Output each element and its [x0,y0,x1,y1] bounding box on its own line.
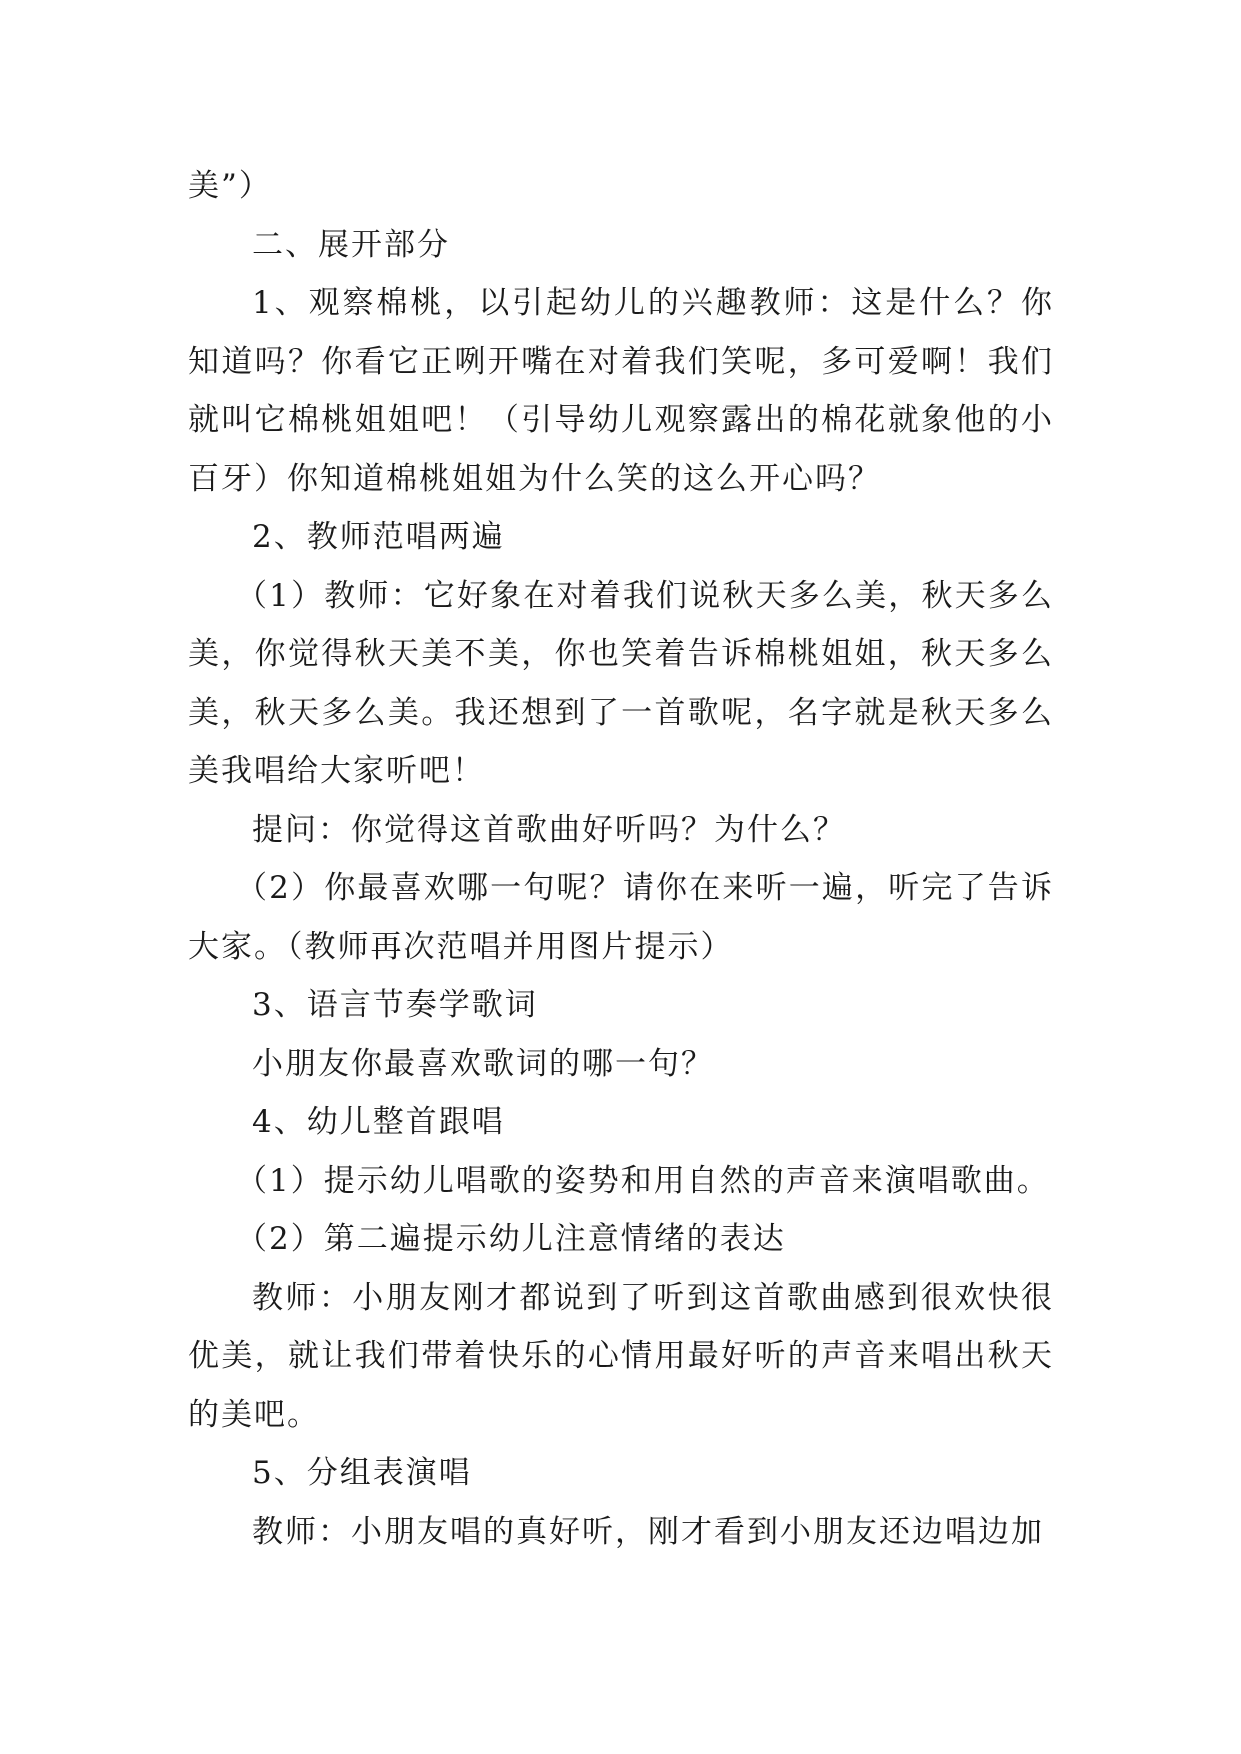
paragraph-teacher-speech-3: 教师：小朋友唱的真好听，刚才看到小朋友还边唱边加 [252,1513,1044,1550]
paragraph-teacher-speech-1: （1）教师：它好象在对着我们说秋天多么美，秋天多么美，你觉得秋天美不美，你也笑着告诉棉桃姐姐，秋天多么美，秋天多么美。我还想到了一首歌呢，名字就是秋天多么美我唱给大家听吧！ [188,577,1054,789]
step-heading-group-performance: 5、分组表演唱 [252,1455,472,1491]
paragraph-favorite-line: （2）你最喜欢哪一句呢？请你在来听一遍，听完了告诉大家。（教师再次范唱并用图片提示） [188,870,1054,965]
paragraph-question: 提问：你觉得这首歌曲好听吗？为什么？ [252,811,846,848]
paragraph-continuation: 美”） [188,168,272,204]
paragraph-teacher-speech-2: 教师：小朋友刚才都说到了听到这首歌曲感到很欢快很优美，就让我们带着快乐的心情用最好听的声音来唱出秋天的美吧。 [188,1279,1054,1433]
step-heading-teacher-sings: 2、教师范唱两遍 [252,519,505,555]
paragraph-sing-posture: （1）提示幼儿唱歌的姿势和用自然的声音来演唱歌曲。 [236,1162,1050,1199]
paragraph-observe-cotton: 1、观察棉桃，以引起幼儿的兴趣教师：这是什么？你知道吗？你看它正咧开嘴在对着我们笑呢，多可爱啊！我们就叫它棉桃姐姐吧！（引导幼儿观察露出的棉花就象他的小百牙）你知道棉桃姐姐为什么笑的这么开心吗？ [188,285,1054,497]
document-body [188,157,1054,1561]
step-heading-sing-along: 4、幼儿整首跟唱 [252,1104,505,1140]
paragraph-emotion: （2）第二遍提示幼儿注意情绪的表达 [236,1221,786,1257]
step-heading-rhythm-lyrics: 3、语言节奏学歌词 [252,987,538,1023]
section-heading-expansion: 二、展开部分 [252,226,450,263]
paragraph-favorite-lyric: 小朋友你最喜欢歌词的哪一句？ [252,1045,714,1082]
